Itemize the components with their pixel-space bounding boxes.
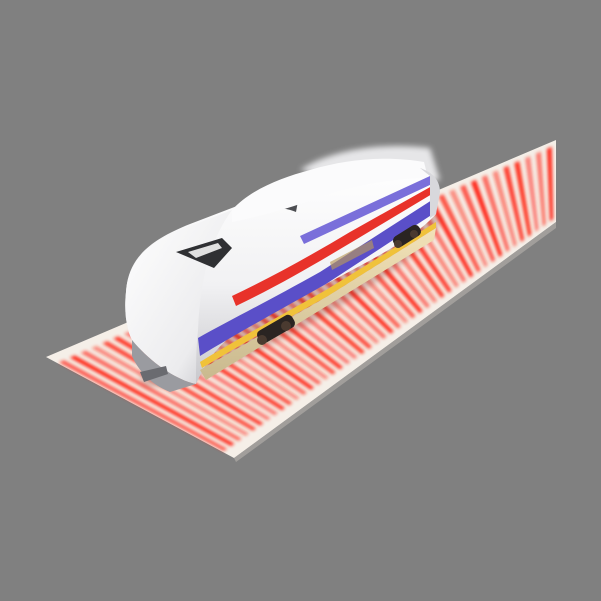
wheel [281, 321, 291, 331]
wheel [410, 230, 418, 238]
wheel [394, 240, 402, 248]
wheel [257, 335, 267, 345]
